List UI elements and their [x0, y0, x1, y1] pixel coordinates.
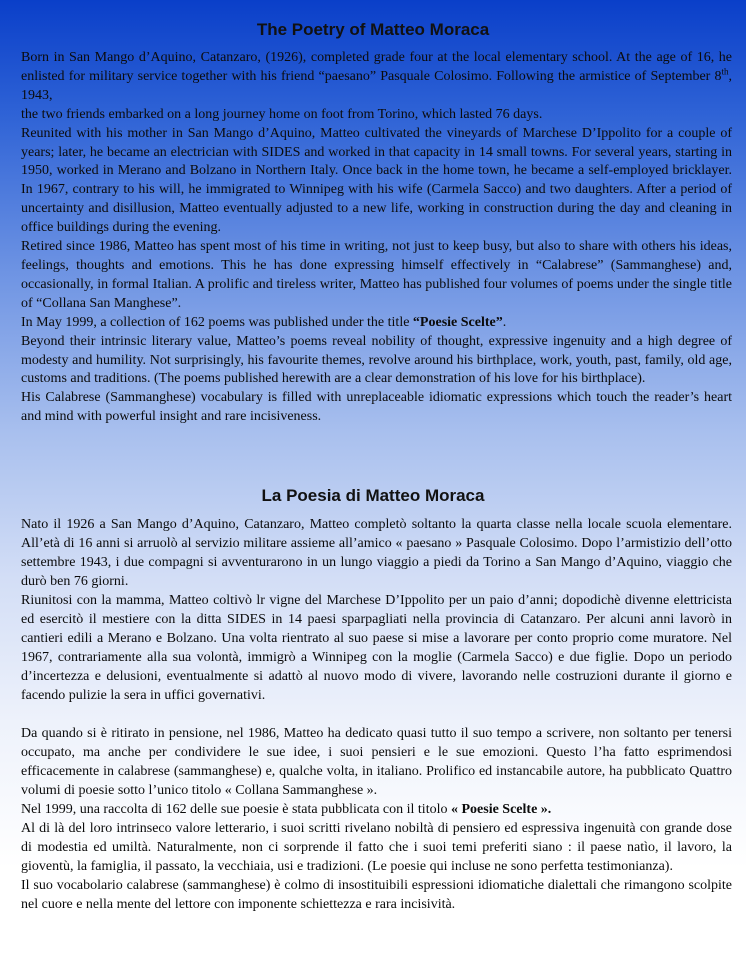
english-body: [21, 49, 732, 427]
paragraph-spacer: [21, 705, 732, 724]
italian-p4-text: Nel 1999, una raccolta di 162 delle sue poesie è stata pubblicata con il titolo: [21, 802, 451, 817]
english-p5-text: In May 1999, a collection of 162 poems was published under the title: [21, 314, 413, 330]
italian-body: [21, 515, 732, 914]
italian-paragraph-3: Da quando si è ritirato in pensione, nel 1986, Matteo ha dedicato quasi tutto il suo tempo a scrivere, non soltanto per tenersi occupato, ma anche per condividere le sue idee, i suoi pensieri e le sue emozioni. Questo l’ha fatto esprimendosi efficacemente in calabrese (sammanghese) e, qualche volta, in italiano. Prolifico ed instancabile autore, ha pubblicato Quattro volumi di poesie sotto l’unico titolo « Collana Sammanghese ».: [21, 726, 732, 798]
english-paragraph-6: Beyond their intrinsic literary value, Matteo’s poems reveal nobility of thought, expressive ingenuity and a high degree of modesty and humility. Not surprisingly, his favourite themes, revolve around his birthplace, work, youth, past, family, old age, customs and traditions. (The poems published herewith are a clear demonstration of his love for his birthplace).: [21, 333, 732, 387]
english-paragraph-3: Reunited with his mother in San Mango d’Aquino, Matteo cultivated the vineyards of Marchese D’Ippolito for a couple of years; later, he became an electrician with SIDES and worked in that capacity in 14 small towns. For several years, starting in 1950, worked in Merano and Bolzano in Northern Italy. Once back in the home town, he became a self-employed bricklayer. In 1967, contrary to his will, he immigrated to Winnipeg with his wife (Carmela Sacco) and two daughters. After a period of uncertainty and disillusion, Matteo eventually adjusted to a new life, working in construction during the day and cleaning in office buildings during the evening.: [21, 125, 732, 236]
english-paragraph-5: [21, 314, 732, 333]
italian-paragraph-6: Il suo vocabolario calabrese (sammanghese) è colmo di insostituibili espressioni idiomatiche dialettali che rimangono scolpite nel cuore e nella mente del lettore con imponente schiettezza e rara incisività.: [21, 878, 732, 912]
italian-paragraph-5: Al di là del loro intrinseco valore letterario, i suoi scritti rivelano nobiltà di pensiero ed espressiva ingenuità con grande dose di modestia ed umiltà. Naturalmente, non ci sorprende il fatto che i suoi temi preferiti siano : il paese natìo, il lavoro, la gioventù, la famiglia, il passato, la vecchiaia, usi e tradizioni. (Le poesie qui incluse ne sono perfetta testimonianza).: [21, 821, 732, 874]
english-p1-year: , 1943,: [21, 68, 732, 103]
english-p5-end: .: [502, 314, 507, 330]
italian-paragraph-2: Riunitosi con la mamma, Matteo coltivò lr vigne del Marchese D’Ippolito per un paio d’anni; dopodichè divenne elettricista ed esercitò il mestiere con la ditta SIDES in 14 paesi sparpagliati nella provincia di Catanzaro. Per alcuni anni lavorò in cantieri edili a Merano e Bolzano. Una volta rientrato al suo paese si mise a lavorare per conto proprio come muratore. Nel 1967, contrariamente alla sua volontà, immigrò a Winnipeg con la moglie (Carmela Sacco) e due figlie. Dopo un periodo d’incertezza e delusioni, eventualmente si adattò al nuovo modo di vivere, lavorando nelle costruzioni durante il giorno e facendo pulizie la sera in uffici governativi.: [21, 593, 732, 703]
english-paragraph-4: Retired since 1986, Matteo has spent most of his time in writing, not just to keep busy, but also to share with others his ideas, feelings, thoughts and emotions. This he has done expressing himself effectively in “Calabrese” (Sammanghese) and, occasionally, in formal Italian. A prolific and tireless writer, Matteo has published four volumes of poems under the single title of “Collana San Manghese”.: [21, 239, 732, 311]
italian-paragraph-1: Nato il 1926 a San Mango d’Aquino, Catanzaro, Matteo completò soltanto la quarta classe nella locale scuola elementare. All’età di 16 anni si arruolò al servizio militare assieme all’amico « paesano » Pasquale Colosimo. Dopo l’armistizio dell’otto settembre 1943, i due compagni si avventurarono in un lungo viaggio a piedi da Torino a San Mango d’Aquino, viaggio che durò ben 76 giorni.: [21, 517, 732, 589]
italian-p4-book-title: « Poesie Scelte ».: [450, 802, 552, 817]
italian-title: La Poesia di Matteo Moraca: [261, 486, 485, 505]
english-title: The Poetry of Matteo Moraca: [256, 20, 490, 39]
english-p1-text: Born in San Mango d’Aquino, Catanzaro, (1926), completed grade four at the local elementary school. At the age of 16, he enlisted for military service together with his friend “paesano” Pasquale Colosimo. Following the armistice of September 8: [21, 50, 732, 84]
english-paragraph-2: the two friends embarked on a long journey home on foot from Torino, which lasted 76 days.: [21, 106, 543, 122]
english-p5-book-title: “Poesie Scelte”: [412, 314, 503, 330]
italian-paragraph-4: [21, 800, 732, 819]
english-p1-superscript: th: [721, 66, 729, 77]
english-paragraph-7: His Calabrese (Sammanghese) vocabulary is filled with unreplaceable idiomatic expressions which touch the reader’s heart and mind with powerful insight and rare incisiveness.: [21, 390, 732, 425]
english-paragraph-1: [21, 49, 732, 106]
